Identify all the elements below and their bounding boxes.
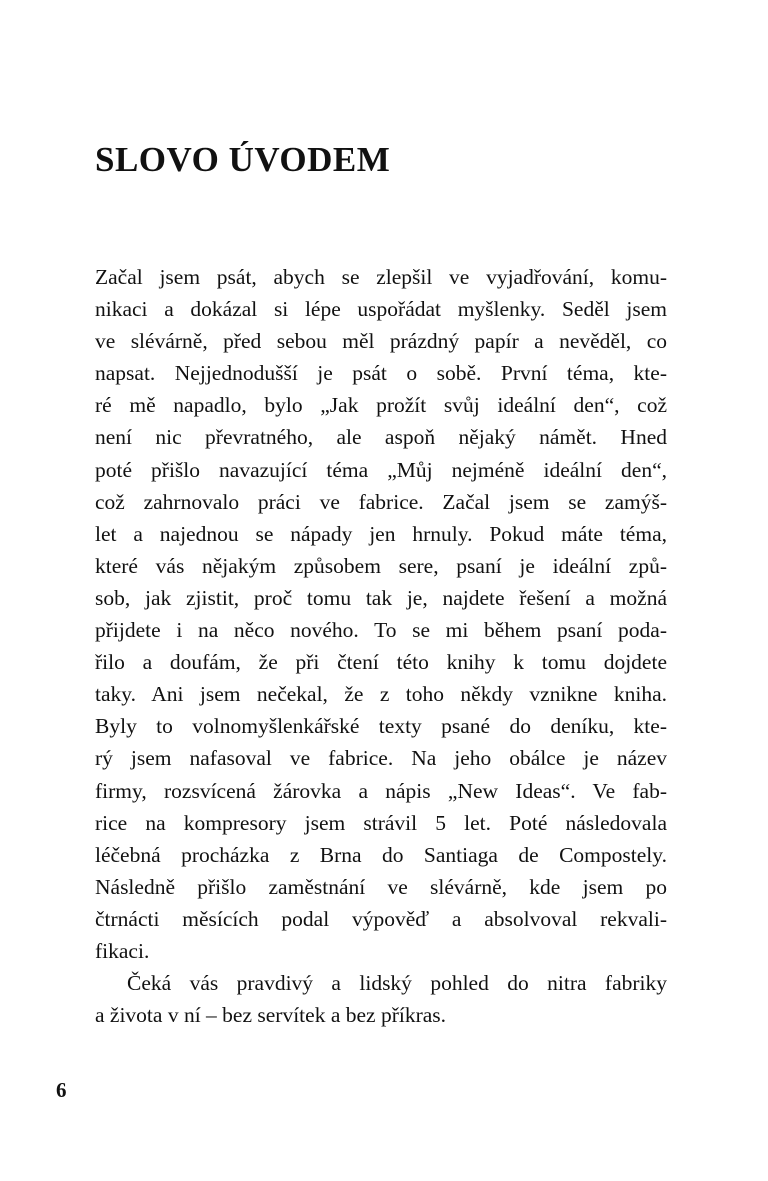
text-line: což zahrnovalo práci ve fabrice. Začal jsem se zamýš- xyxy=(95,489,667,514)
text-line: ve slévárně, před sebou měl prázdný papír a nevěděl, co xyxy=(95,329,667,354)
text-line: Následně přišlo zaměstnání ve slévárně, kde jsem po xyxy=(95,874,667,899)
text-line: rice na kompresory jsem strávil 5 let. Poté následovala xyxy=(95,810,667,835)
text-line: Byly to volnomyšlenkářské texty psané do deníku, kte- xyxy=(95,714,667,739)
text-line: přijdete i na něco nového. To se mi během psaní poda- xyxy=(95,618,667,643)
text-line: fikaci. xyxy=(95,938,150,963)
text-line: které vás nějakým způsobem sere, psaní je ideální způ- xyxy=(95,553,667,578)
body-text xyxy=(95,261,667,1031)
text-line: poté přišlo navazující téma „Můj nejméně ideální den“, xyxy=(95,457,667,482)
page-number: 6 xyxy=(56,1078,67,1102)
paragraph xyxy=(95,261,667,967)
text-line: ré mě napadlo, bylo „Jak prožít svůj ideální den“, což xyxy=(95,393,667,418)
text-line: není nic převratného, ale aspoň nějaký námět. Hned xyxy=(95,425,667,450)
text-line: nikaci a dokázal si lépe uspořádat myšlenky. Seděl jsem xyxy=(95,297,667,322)
text-line: řilo a doufám, že při čtení této knihy k tomu dojdete xyxy=(95,650,667,675)
text-line: Začal jsem psát, abych se zlepšil ve vyjadřování, komu- xyxy=(95,265,667,289)
text-line: rý jsem nafasoval ve fabrice. Na jeho obálce je název xyxy=(95,746,667,771)
text-line: léčebná procházka z Brna do Santiaga de Compostely. xyxy=(95,842,667,867)
text-line: Čeká vás pravdivý a lidský pohled do nitra fabriky xyxy=(127,971,667,996)
text-line: taky. Ani jsem nečekal, že z toho někdy vznikne kniha. xyxy=(95,682,667,707)
chapter-heading: SLOVO ÚVODEM xyxy=(95,140,391,179)
text-line: čtrnácti měsících podal výpověď a absolvoval rekvali- xyxy=(95,906,667,931)
text-line: a života v ní – bez servítek a bez příkras. xyxy=(95,1003,447,1028)
text-line: sob, jak zjistit, proč tomu tak je, najdete řešení a možná xyxy=(95,585,667,610)
text-line: napsat. Nejjednodušší je psát o sobě. První téma, kte- xyxy=(95,361,667,386)
paragraph xyxy=(95,967,667,1031)
text-line: let a najednou se nápady jen hrnuly. Pokud máte téma, xyxy=(95,521,667,546)
text-line: firmy, rozsvícená žárovka a nápis „New Ideas“. Ve fab- xyxy=(95,778,667,803)
